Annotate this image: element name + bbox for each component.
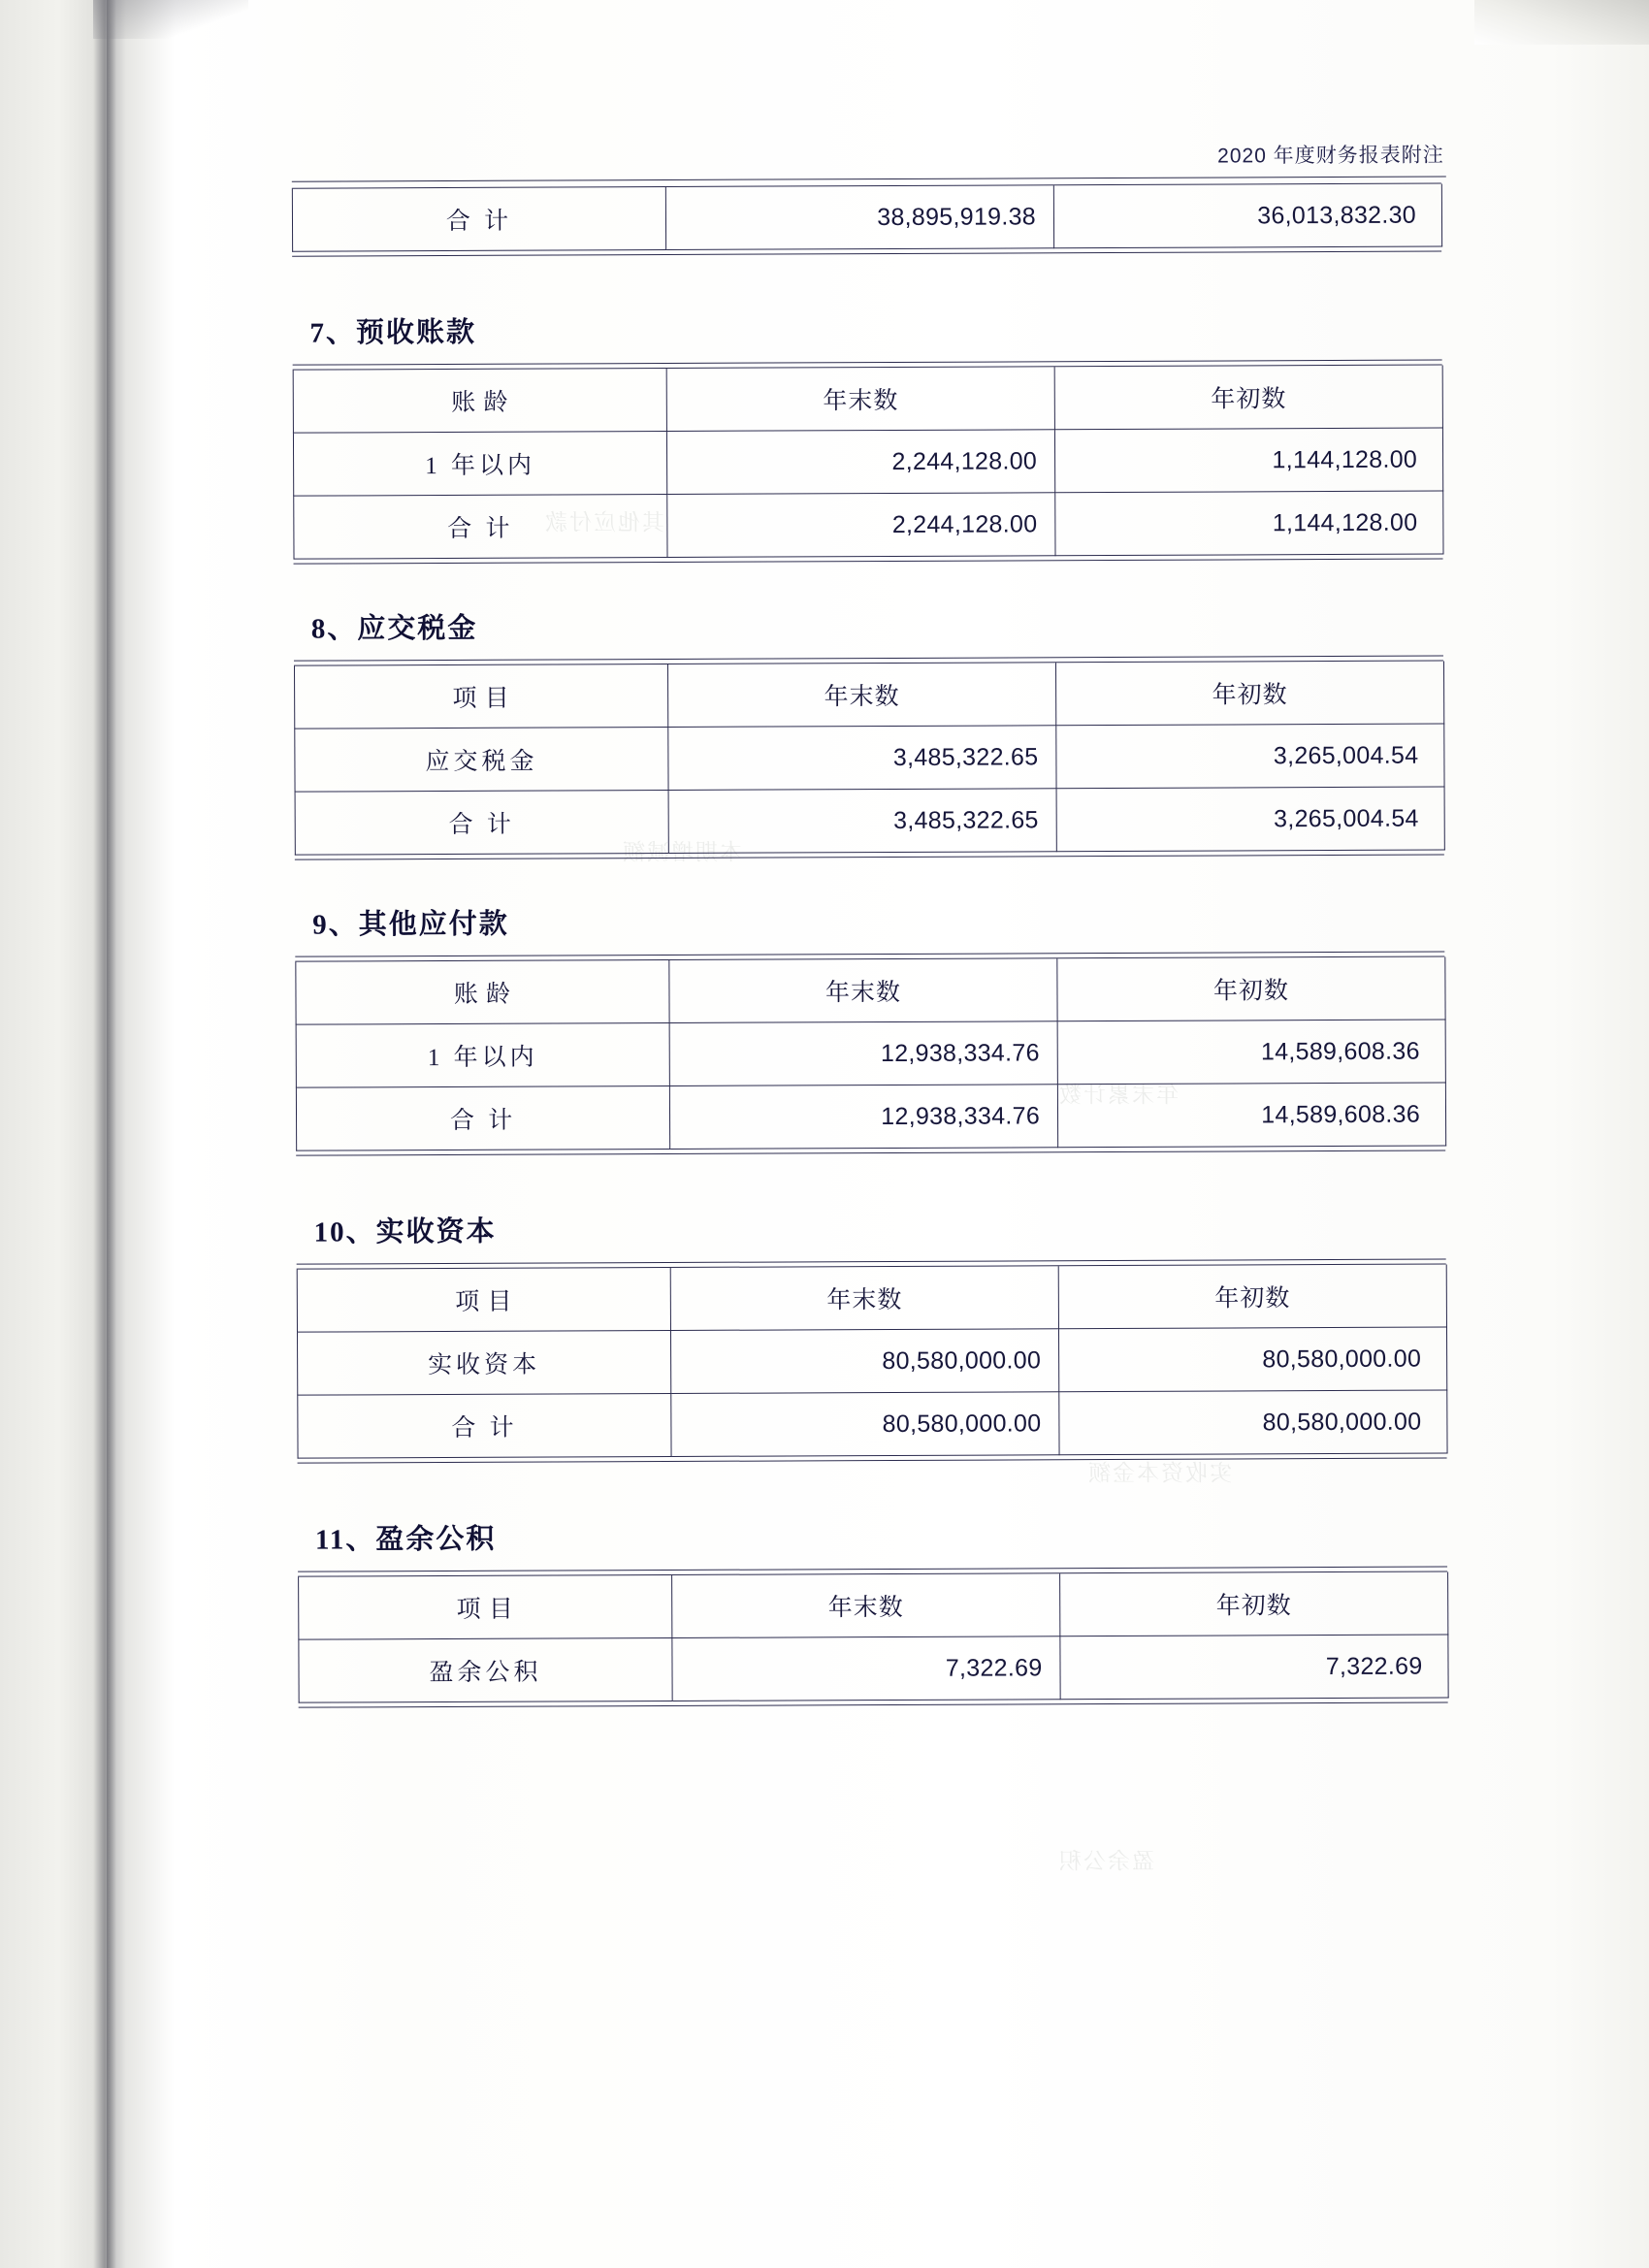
table-section-8: [294, 662, 1445, 856]
section-10-title: [313, 1205, 1460, 1249]
row-label: 合 计: [292, 187, 665, 251]
row-end-value: 80,580,000.00: [670, 1329, 1058, 1394]
column-header-aging: 账 龄: [293, 369, 666, 433]
table-continued-total: [292, 184, 1442, 252]
table-row: [296, 1083, 1445, 1150]
row-end-value: 7,322.69: [672, 1636, 1060, 1701]
table-section-10: [297, 1265, 1448, 1459]
table-row: [295, 787, 1444, 855]
column-header-aging: 账 龄: [296, 960, 669, 1024]
section-9: [295, 897, 1460, 1155]
table-header-row: [294, 662, 1443, 729]
column-header-begin: 年初数: [1057, 957, 1445, 1021]
table-row: [299, 1635, 1448, 1702]
row-begin-value: 80,580,000.00: [1059, 1390, 1447, 1455]
row-label: 合 计: [296, 1085, 669, 1150]
row-begin-value: 3,265,004.54: [1056, 787, 1444, 852]
row-end-value: 38,895,919.38: [665, 185, 1053, 249]
section-11: [298, 1512, 1463, 1707]
section-10: [296, 1205, 1461, 1463]
row-begin-value: 80,580,000.00: [1058, 1327, 1446, 1392]
row-begin-value: 1,144,128.00: [1055, 491, 1443, 556]
section-9-title: [312, 897, 1459, 942]
column-header-end: 年末数: [672, 1573, 1060, 1637]
row-label: 合 计: [294, 495, 667, 560]
section-9-name: 其他应付款: [358, 908, 509, 941]
column-header-item: 项 目: [294, 664, 667, 729]
row-label: 1 年以内: [296, 1022, 669, 1087]
section-8: [294, 601, 1459, 859]
row-label: 合 计: [295, 791, 668, 856]
column-header-end: 年末数: [667, 663, 1055, 727]
section-8-number: 8、: [310, 613, 358, 645]
row-label: 合 计: [298, 1393, 671, 1458]
section-10-number: 10、: [313, 1216, 376, 1248]
row-begin-value: 3,265,004.54: [1056, 724, 1444, 789]
column-header-begin: 年初数: [1055, 662, 1443, 726]
section-8-name: 应交税金: [357, 612, 478, 645]
row-end-value: 3,485,322.65: [668, 789, 1056, 854]
column-header-item: 项 目: [297, 1268, 670, 1332]
table-header-row: [293, 366, 1442, 434]
row-begin-value: 1,144,128.00: [1054, 428, 1442, 493]
row-end-value: 2,244,128.00: [666, 430, 1054, 495]
row-begin-value: 7,322.69: [1060, 1635, 1448, 1700]
column-header-end: 年末数: [669, 958, 1057, 1022]
table-row: [295, 724, 1444, 792]
section-7-name: 预收账款: [355, 316, 477, 349]
table-row: [292, 184, 1441, 252]
row-begin-value: 14,589,608.36: [1057, 1083, 1445, 1148]
row-label: 1 年以内: [293, 432, 666, 497]
table-header-row: [296, 957, 1445, 1025]
section-7-number: 7、: [309, 317, 357, 349]
running-header: 2020 年度财务报表附注: [1217, 144, 1444, 168]
section-7-title: [309, 306, 1456, 350]
column-header-end: 年末数: [666, 367, 1054, 431]
table-row: [296, 1020, 1445, 1087]
row-label: 盈余公积: [299, 1637, 672, 1702]
row-end-value: 2,244,128.00: [667, 493, 1055, 558]
table-header-row: [297, 1265, 1446, 1333]
row-label: 实收资本: [297, 1330, 670, 1395]
table-row: [298, 1390, 1447, 1458]
table-row: [297, 1327, 1446, 1395]
section-8-title: [311, 601, 1458, 646]
row-begin-value: 36,013,832.30: [1053, 184, 1441, 248]
column-header-begin: 年初数: [1054, 366, 1442, 430]
column-header-begin: 年初数: [1058, 1265, 1446, 1329]
section-11-number: 11、: [314, 1524, 376, 1556]
table-row: [293, 428, 1442, 496]
column-header-end: 年末数: [670, 1266, 1058, 1330]
section-9-number: 9、: [312, 909, 359, 941]
row-end-value: 12,938,334.76: [669, 1085, 1057, 1150]
row-end-value: 3,485,322.65: [668, 726, 1056, 791]
section-11-title: [315, 1512, 1462, 1557]
section-11-name: 盈余公积: [375, 1523, 497, 1556]
column-header-begin: 年初数: [1060, 1572, 1448, 1636]
column-header-item: 项 目: [299, 1575, 672, 1639]
row-label: 应交税金: [295, 728, 668, 793]
row-begin-value: 14,589,608.36: [1057, 1020, 1445, 1085]
section-7: [292, 306, 1457, 564]
row-end-value: 80,580,000.00: [671, 1392, 1059, 1457]
section-10-name: 实收资本: [375, 1215, 497, 1248]
table-row: [294, 491, 1443, 559]
page-content: [292, 139, 1463, 1707]
table-section-11: [298, 1572, 1449, 1703]
table-header-row: [299, 1572, 1448, 1640]
continued-total-table: [292, 183, 1456, 256]
table-section-7: [293, 366, 1444, 560]
row-end-value: 12,938,334.76: [669, 1021, 1057, 1086]
table-section-9: [295, 957, 1446, 1151]
